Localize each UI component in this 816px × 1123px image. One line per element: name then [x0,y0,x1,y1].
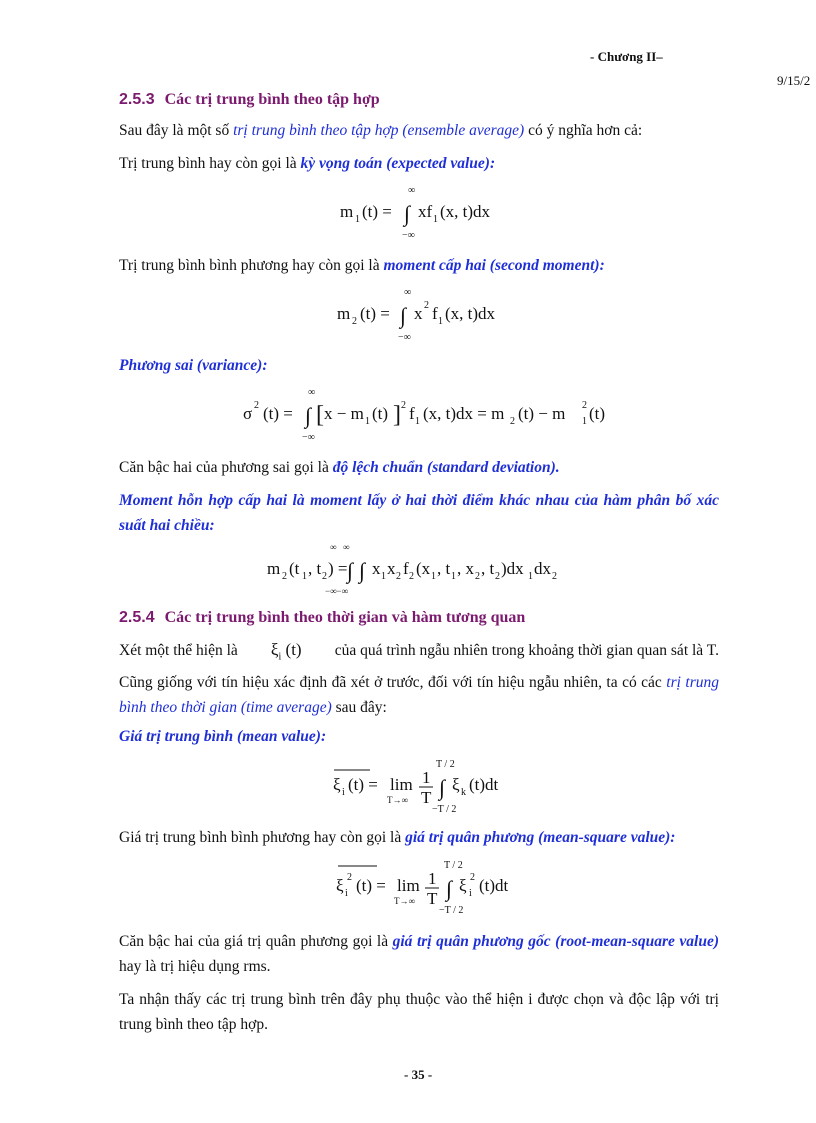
svg-text:) =: ) = [328,559,348,578]
svg-text:2: 2 [475,571,480,582]
svg-text:2: 2 [582,400,587,411]
svg-text:(t) =: (t) = [263,404,293,423]
text: Căn bậc hai của phương sai gọi là [119,459,333,476]
section-heading-2-5-4 [119,609,525,627]
term-expected-value: kỳ vọng toán (expected value) [300,155,490,172]
svg-text:−T / 2: −T / 2 [432,804,457,815]
svg-text:m: m [337,304,351,323]
svg-text:1: 1 [582,416,587,427]
svg-text:T / 2: T / 2 [436,759,455,770]
svg-text:(t) =: (t) = [356,876,386,895]
equation-m2 [337,287,517,348]
svg-text:1: 1 [428,869,437,888]
svg-text:1: 1 [431,571,436,582]
text: sau đây: [331,699,387,716]
equation-variance [243,387,613,448]
svg-text:∫: ∫ [347,558,354,583]
svg-text:−∞: −∞ [402,230,415,241]
svg-text:1: 1 [365,416,370,427]
svg-text:1: 1 [381,571,386,582]
paragraph-time-average [119,670,719,720]
term-mean-value: Giá trị trung bình (mean value): [119,728,327,745]
svg-text:i: i [469,888,472,899]
text: hay là trị hiệu dụng rms. [119,958,271,975]
paragraph-mean-value-label [119,728,326,746]
paragraph-rms [119,929,719,979]
paragraph-mean-square [119,829,675,847]
svg-text:m: m [340,202,354,221]
paragraph-variance-label [119,357,268,375]
svg-text:∫: ∫ [439,775,446,800]
svg-text:f: f [403,559,409,578]
term-time-average: trị trung bình theo thời gian (time average) [119,674,720,716]
svg-text:(t): (t) [372,404,389,423]
text: Sau đây là một số [119,122,234,139]
text: Căn bậc hai của giá trị quân phương gọi là [119,933,393,950]
svg-text:1: 1 [302,571,307,582]
equation-mixed-moment [267,542,587,603]
svg-text:1: 1 [451,571,456,582]
svg-text:dx: dx [534,559,551,578]
svg-text:ξ: ξ [336,876,344,895]
svg-text:x: x [387,559,396,578]
svg-text:]: ] [393,402,401,428]
svg-text:1: 1 [355,214,360,225]
svg-text:−∞: −∞ [398,332,411,343]
equation-m1 [340,185,520,246]
paragraph-expected-value [119,155,495,173]
paragraph-conclusion [119,987,719,1037]
svg-text:ξ: ξ [452,775,460,794]
text: Trị trung bình hay còn gọi là [119,155,301,172]
svg-text:i: i [345,888,348,899]
svg-text:T→∞: T→∞ [387,795,408,805]
svg-text:2: 2 [347,872,352,883]
section-title: Các trị trung bình theo tập hợp [164,91,380,108]
svg-text:2: 2 [254,400,259,411]
section-heading-2-5-3 [119,91,380,109]
svg-text:−∞−∞: −∞−∞ [325,586,348,596]
paragraph-second-moment [119,257,605,275]
svg-text:2: 2 [401,400,406,411]
svg-text:2: 2 [352,316,357,327]
svg-text:∞: ∞ [343,542,350,552]
svg-text:1: 1 [422,768,431,787]
svg-text:(t: (t [289,559,300,578]
svg-text:x: x [414,304,423,323]
section-number: 2.5.4 [119,609,155,626]
svg-text:∞: ∞ [408,185,416,196]
svg-text:1: 1 [528,571,533,582]
svg-text:x − m: x − m [324,404,364,423]
svg-text:∫: ∫ [400,303,407,328]
svg-text:m: m [267,559,281,578]
svg-text:1: 1 [415,416,420,427]
term-mean-square-value: giá trị quân phương (mean-square value): [405,829,676,846]
chapter-header: - Chương II– [590,49,663,64]
svg-text:σ: σ [243,404,253,423]
svg-text:T / 2: T / 2 [444,860,463,871]
svg-text:[: [ [316,402,324,428]
svg-text:x: x [372,559,381,578]
svg-text:(t) =: (t) = [348,775,378,794]
xi-i-symbol: $\xi_i$ (t) [270,640,302,663]
svg-text:2: 2 [282,571,287,582]
svg-text:lim: lim [397,876,420,895]
svg-text:T→∞: T→∞ [394,896,415,906]
svg-text:, t: , t [308,559,322,578]
svg-text:(t)dt: (t)dt [469,775,499,794]
term-rms-value: giá trị quân phương gốc (root-mean-square value) [392,933,719,950]
svg-text:−∞: −∞ [302,432,315,443]
svg-text:∫: ∫ [404,201,411,226]
svg-text:−T / 2: −T / 2 [439,905,464,916]
svg-text:, x: , x [457,559,474,578]
equation-mean-square [333,856,533,923]
svg-text:∫: ∫ [305,403,312,428]
page-number: - 35 - [404,1067,433,1082]
paragraph-mixed-moment [119,488,719,538]
svg-text:(t)dt: (t)dt [479,876,509,895]
svg-text:2: 2 [322,571,327,582]
text: của quá trình ngẫu nhiên trong khoảng thời gian quan sát là T. [334,642,719,659]
svg-text:(x: (x [416,559,431,578]
paragraph-ensemble-intro [119,122,642,140]
text: : [262,357,268,374]
term-variance: Phương sai (variance) [119,357,263,374]
svg-text:, t: , t [481,559,495,578]
svg-text:(t) =: (t) = [360,304,390,323]
paragraph-std-deviation [119,459,560,477]
svg-text:(t) − m: (t) − m [518,404,566,423]
svg-text:2: 2 [424,300,429,311]
page-date: 9/15/2 [777,73,811,88]
svg-text:∫: ∫ [359,558,366,583]
svg-text:∞: ∞ [330,542,337,552]
svg-text:(t): (t) [589,404,606,423]
svg-text:(x, t)dx: (x, t)dx [445,304,496,323]
svg-text:xf: xf [418,202,433,221]
svg-text:f: f [409,404,415,423]
svg-text:1: 1 [438,316,443,327]
text: có ý nghĩa hơn cả: [524,122,643,139]
svg-text:2: 2 [470,872,475,883]
term-second-moment: moment cấp hai (second moment) [383,257,600,274]
term-standard-deviation: độ lệch chuẩn (standard deviation). [332,459,560,476]
section-number: 2.5.3 [119,91,155,108]
text: Trị trung bình bình phương hay còn gọi là [119,257,384,274]
text: Ta nhận thấy các trị trung bình trên đây phụ thuộc vào thể hiện i được chọn và độc lập với trị trung bình theo tập hợp. [119,991,719,1033]
svg-text:ξ: ξ [333,775,341,794]
svg-text:T: T [421,788,432,807]
paragraph-realization [119,640,719,662]
svg-text:1: 1 [433,214,438,225]
svg-text:k: k [461,787,466,798]
svg-text:∞: ∞ [308,387,316,398]
equation-mean-value [333,755,533,822]
svg-text:(t) =: (t) = [362,202,392,221]
term-ensemble-average: trị trung bình theo tập hợp (ensemble average) [233,122,525,139]
svg-text:2: 2 [396,571,401,582]
term-mixed-moment: Moment hỗn hợp cấp hai là moment lấy ở hai thời điểm khác nhau của hàm phân bố xác suất hai chiều: [119,492,719,534]
text: Giá trị trung bình bình phương hay còn gọi là [119,829,406,846]
svg-text:(x, t)dx = m: (x, t)dx = m [423,404,505,423]
svg-text:T: T [427,889,438,908]
text: Xét một thể hiện là [119,642,238,659]
svg-text:ξ: ξ [459,876,467,895]
svg-text:2: 2 [409,571,414,582]
svg-text:2: 2 [495,571,500,582]
svg-text:(x, t)dx: (x, t)dx [440,202,491,221]
svg-text:i: i [342,787,345,798]
svg-text:f: f [432,304,438,323]
svg-text:)dx: )dx [501,559,524,578]
section-title: Các trị trung bình theo thời gian và hàm tương quan [164,609,526,626]
svg-text:2: 2 [552,571,557,582]
svg-text:2: 2 [510,416,515,427]
svg-text:, t: , t [437,559,451,578]
svg-text:lim: lim [390,775,413,794]
text: Cũng giống với tín hiệu xác định đã xét ở trước, đối với tín hiệu ngẫu nhiên, ta có các [119,674,667,691]
svg-text:∞: ∞ [404,287,412,298]
text: : [599,257,605,274]
svg-text:∫: ∫ [446,876,453,901]
text: : [489,155,496,172]
